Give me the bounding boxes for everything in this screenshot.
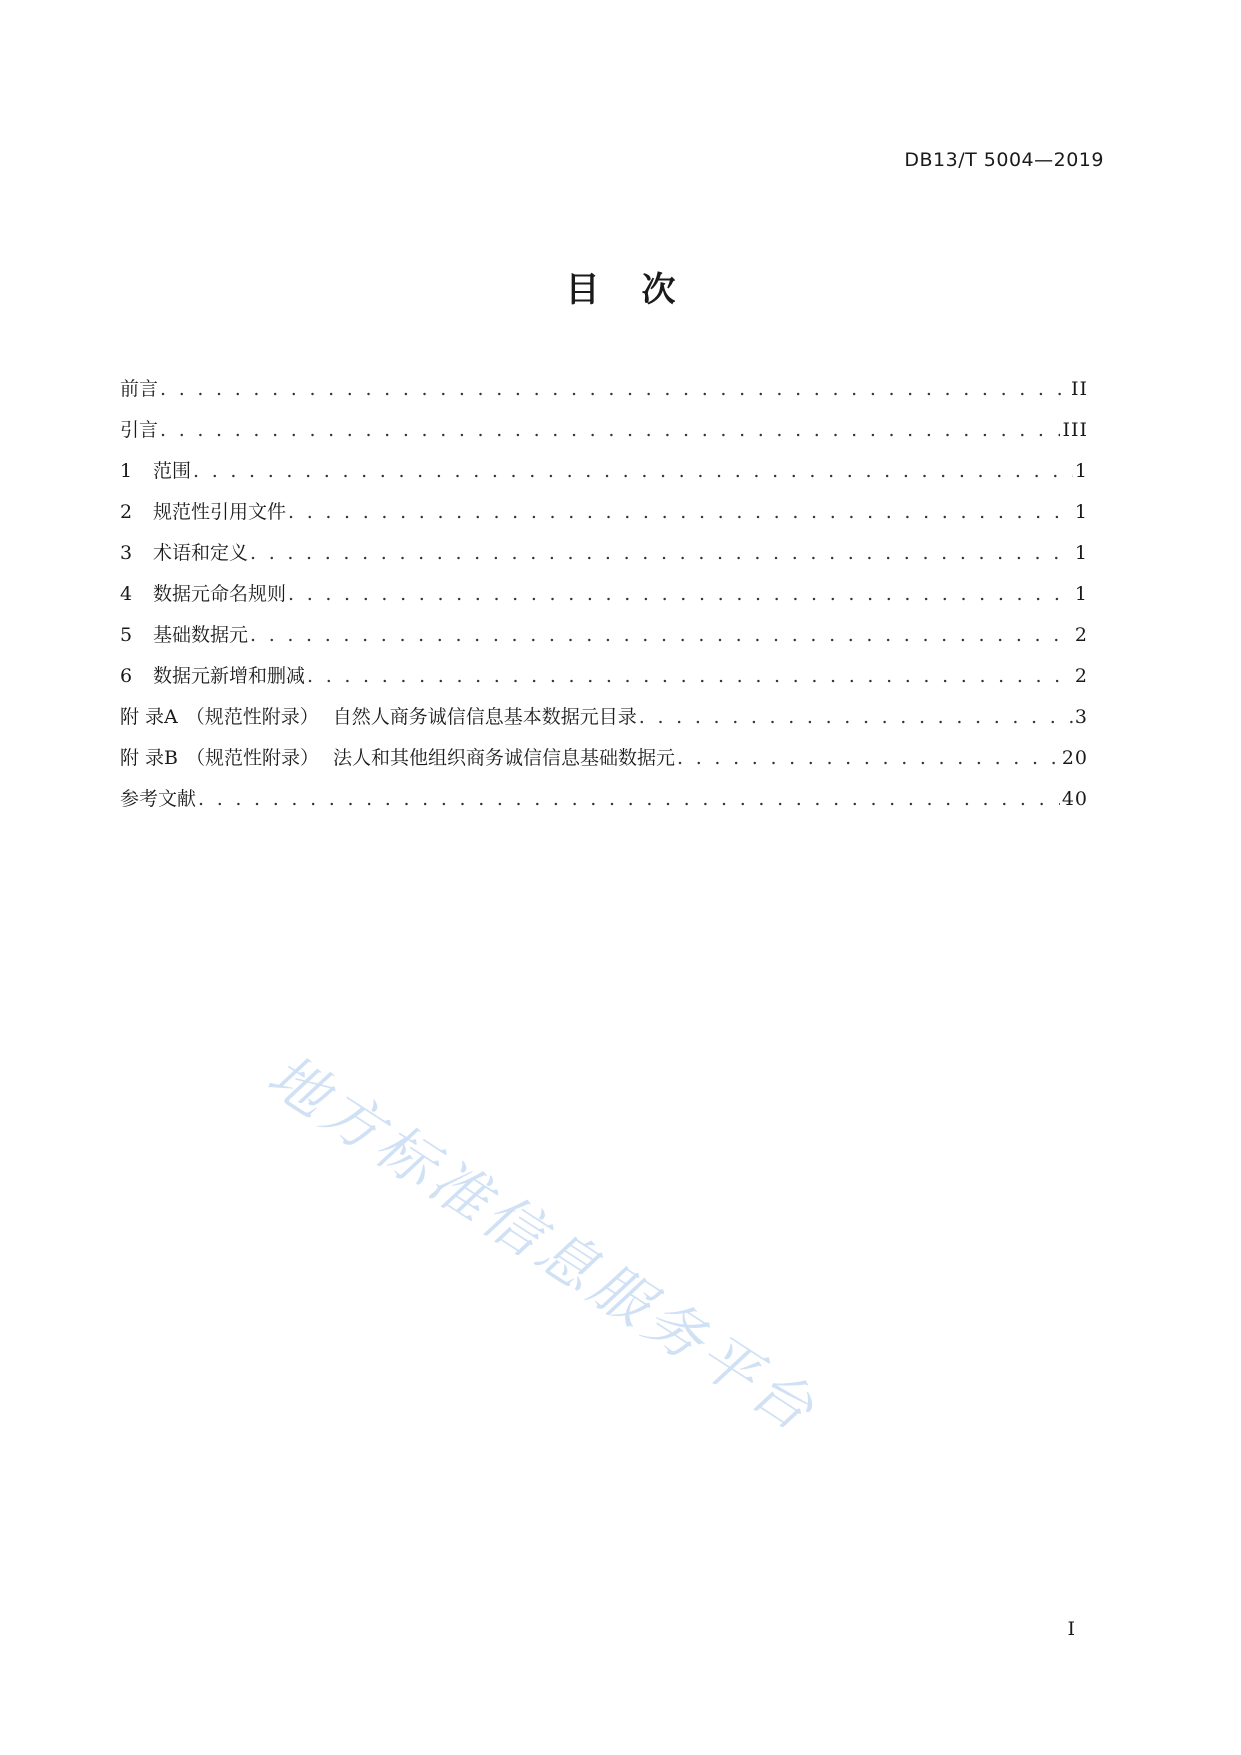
appendix-type: （规范性附录） xyxy=(186,747,320,769)
toc-item-number: 3 xyxy=(120,542,133,564)
toc-item-label xyxy=(120,499,286,525)
toc-item-terms-definitions[interactable] xyxy=(120,540,1088,581)
toc-leader-dots xyxy=(288,581,1073,607)
toc-leader-dots xyxy=(198,786,1060,812)
toc-item-label xyxy=(120,622,248,648)
document-code: DB13/T 5004—2019 xyxy=(904,149,1104,171)
toc-item-foreword[interactable] xyxy=(120,376,1088,417)
toc-leader-dots xyxy=(250,540,1073,566)
table-of-contents xyxy=(120,376,1088,827)
toc-item-label: 参考文献 xyxy=(120,788,197,810)
toc-item-text: 自然人商务诚信信息基本数据元目录 xyxy=(332,706,637,728)
toc-item-page: 2 xyxy=(1074,624,1088,646)
toc-item-page: III xyxy=(1062,419,1088,441)
toc-item-add-delete[interactable] xyxy=(120,663,1088,704)
toc-item-label xyxy=(120,581,286,607)
toc-item-label: 前言 xyxy=(120,378,159,400)
toc-item-page: 2 xyxy=(1074,665,1088,687)
toc-leader-dots xyxy=(307,663,1073,689)
toc-item-page: 40 xyxy=(1061,788,1088,810)
toc-item-text: 法人和其他组织商务诚信信息基础数据元 xyxy=(333,747,676,769)
toc-leader-dots xyxy=(250,622,1073,648)
toc-item-scope[interactable] xyxy=(120,458,1088,499)
toc-item-page: 1 xyxy=(1074,501,1088,523)
toc-leader-dots xyxy=(677,745,1060,771)
toc-item-text: 数据元新增和删减 xyxy=(153,665,306,687)
toc-item-appendix-b[interactable] xyxy=(120,745,1088,786)
toc-item-normative-references[interactable] xyxy=(120,499,1088,540)
toc-item-page: 1 xyxy=(1074,542,1088,564)
toc-item-label xyxy=(120,663,305,689)
toc-item-page: 3 xyxy=(1074,706,1088,728)
toc-item-number: 6 xyxy=(120,665,133,687)
toc-item-page: 1 xyxy=(1074,583,1088,605)
toc-item-label xyxy=(120,458,191,484)
toc-item-text: 基础数据元 xyxy=(153,624,249,646)
toc-item-label: 引言 xyxy=(120,419,159,441)
toc-leader-dots xyxy=(193,458,1073,484)
toc-item-number: 1 xyxy=(120,460,133,482)
page-number: I xyxy=(1067,1618,1075,1640)
appendix-prefix: 附 录A xyxy=(120,706,178,728)
toc-item-label xyxy=(120,704,637,730)
toc-item-text: 数据元命名规则 xyxy=(153,583,287,605)
appendix-type: （规范性附录） xyxy=(185,706,319,728)
toc-item-number: 2 xyxy=(120,501,133,523)
toc-title: 目次 xyxy=(565,270,718,310)
toc-item-basic-data-elements[interactable] xyxy=(120,622,1088,663)
toc-leader-dots xyxy=(639,704,1073,730)
toc-item-introduction[interactable] xyxy=(120,417,1088,458)
toc-item-text: 规范性引用文件 xyxy=(153,501,287,523)
toc-item-appendix-a[interactable] xyxy=(120,704,1088,745)
toc-item-label xyxy=(120,540,248,566)
toc-leader-dots xyxy=(288,499,1073,525)
appendix-prefix: 附 录B xyxy=(120,747,179,769)
toc-item-naming-rules[interactable] xyxy=(120,581,1088,622)
toc-item-page: II xyxy=(1070,378,1088,400)
toc-item-number: 5 xyxy=(120,624,133,646)
toc-leader-dots xyxy=(160,376,1069,402)
toc-item-page: 1 xyxy=(1074,460,1088,482)
toc-item-text: 范围 xyxy=(153,460,192,482)
toc-item-text: 术语和定义 xyxy=(153,542,249,564)
toc-leader-dots xyxy=(160,417,1060,443)
toc-item-label xyxy=(120,745,675,771)
watermark: 地方标准信息服务平台 xyxy=(255,1040,830,1447)
toc-item-page: 20 xyxy=(1061,747,1088,769)
toc-item-number: 4 xyxy=(120,583,133,605)
toc-item-references[interactable] xyxy=(120,786,1088,827)
